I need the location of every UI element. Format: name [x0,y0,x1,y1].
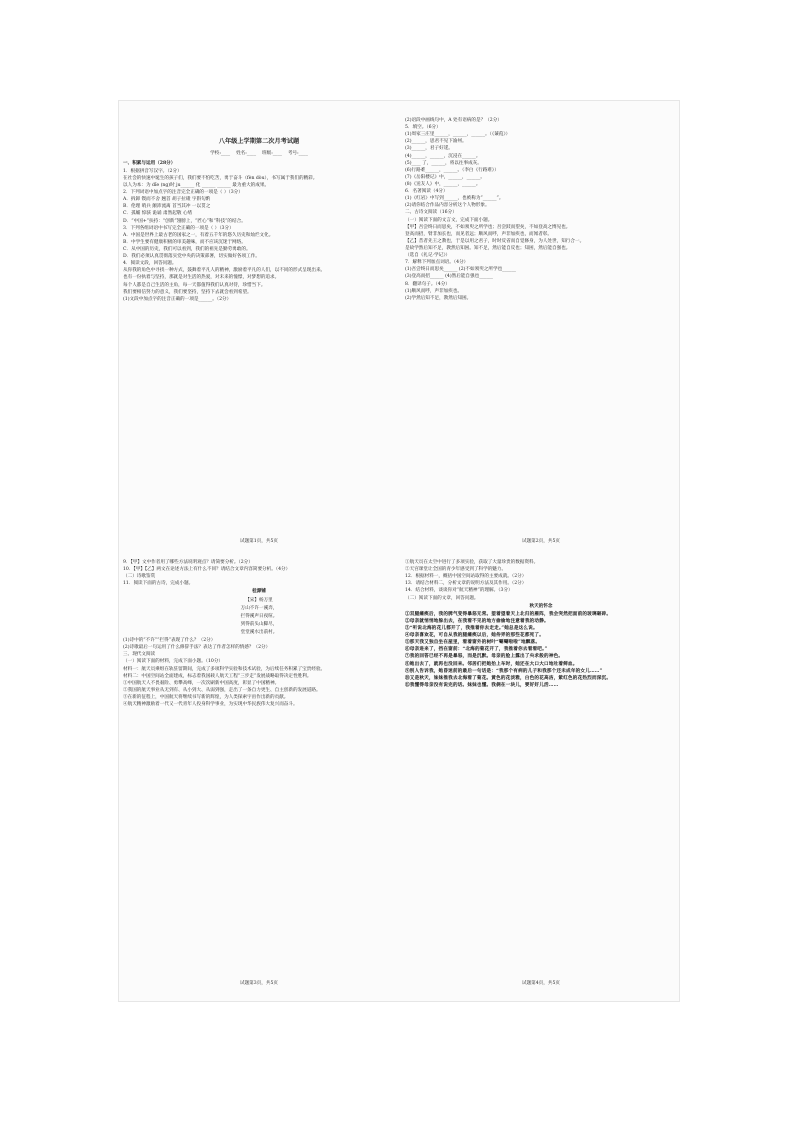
text-line: C．孤孀 惊骇 诡诵 肃然起敬 心绪 [123,211,193,217]
text-line: 4．阅读文段，回答问题。 [123,261,177,267]
poem-title: 桂源铺 [252,589,266,595]
text-line: (2)诗歌最后一句运用了什么修辞手法？表达了作者怎样的情感？（2分） [123,645,271,651]
exam-page-4 [405,553,677,991]
article-paragraph: ①双腿瘫痪后，我的脾气变得暴怒无常。望着望着天上北归的雁阵，我会突然把面前的玻璃砸碎。 [405,611,612,617]
text-line: 2．下列词语中加点字的注音完全正确的一项是（ ）（3分） [123,190,243,196]
article-paragraph: ②母亲就悄悄地躲出去，在我看不见的地方偷偷地注意着我的动静。 [405,618,549,624]
text-line: 13．请结合材料二，分析文章的说明方法及其作用。（2分） [405,581,527,587]
text-line: (1)文段中加点字的注音正确的一项是______。（2分） [123,296,232,302]
section-heading: 一、积累与运用（28分） [123,160,176,166]
text-line: B．中学生要有健康积极的审美趣味，而不应该沉迷于网络。 [123,239,246,245]
page3-questions [123,637,395,708]
text-line: 以人为本：为 dǐe (ng)时 ju______ 化 ______ ______ 最为重大的成果。 [123,183,270,189]
poem-line: 拦得溪声日夜喧。 [240,613,278,619]
article-paragraph: ⑥母亲进来了，挡在窗前：“北海的菊花开了，我推着你去看看吧。” [405,647,548,653]
text-line: B．伦理 哨兵 颠沛流离 首当其冲 一以贯之 [123,204,211,210]
exam-page-2 [405,111,677,549]
text-line: (3)登高而招______ (4)然后能自强也______ [405,274,493,280]
text-line: 10．【甲】【乙】两文在论述方法上有什么不同？请结合文章内容简要分析。（4分） [123,567,291,573]
text-line: ①中国航天人不畏艰险、勇攀高峰，一次次刷新中国高度，彰显了中国精神。 [123,680,280,686]
article-title: 秋天的怀念 [529,603,553,609]
text-line: (8)《送友人》中，______，______。 [405,181,481,187]
text-line: 材料二：中国空间站全面建成，标志着我国载人航天工程“三步走”发展战略取得决定性胜利。 [123,673,312,679]
article-paragraph: ④母亲喜欢花，可自从我的腿瘫痪以后，她侍弄的那些花都死了。 [405,633,545,639]
text-line: (2)学然后知不足，教然后知困。 [405,295,472,301]
page3-body [123,559,395,587]
article-paragraph: ⑪我懂得母亲没有说完的话。妹妹也懂。我俩在一块儿，要好好儿活…… [405,682,559,688]
text-line: 登高而招，臂非加长也，而见者远；顺风而呼，声非加疾也，而闻者彰。 [405,231,553,237]
text-line: 11．阅读下面的古诗，完成小题。 [123,581,194,587]
text-line: （一）阅读下面的材料，完成下面小题。（10分） [123,659,224,665]
text-line: (2)语段中画线句中，A 处有语病的是？（2分） [405,118,502,123]
text-line: (6)行路难______，______。（李白《行路难》） [405,167,499,173]
text-line: 【乙】昔者先王之教也，于是以用之君子，时时反省而自觉修身，为人处世，知行合一。 [405,238,585,244]
text-line: 三、现代文阅读 [123,652,156,658]
scanned-exam-sheet [118,100,680,1002]
article-paragraph: ⑨别人告诉我，她昏迷前的最后一句话是：“我那个有病的儿子和我那个还未成年的女儿……” [405,668,603,674]
text-line: (7)《岳阳楼记》中，______，______。 [405,174,486,180]
poem-line: 万山不许一溪奔， [240,605,278,611]
exam-page-1 [123,111,395,549]
text-line: ②我国的航天事业从无到有、从小到大、从弱到强，走出了一条自力更生、自主创新的发展道路。 [123,687,321,693]
text-line: 9．【甲】文中作者用了哪些方法说明观点？请简要分析。（2分） [123,560,253,565]
text-line: 【甲】吾尝终日而思矣，不如须臾之所学也；吾尝跂而望矣，不如登高之博见也。 [405,224,571,230]
article-paragraph: ⑤那天我又独自坐在屋里，看着窗外的树叶“唰唰啦啦”地飘落。 [405,640,541,646]
text-line: ②天宫课堂让全国的青少年感受到了科学的魅力。 [405,567,507,573]
text-line: (1)诗中的“不许”“拦得”表现了什么？（2分） [123,638,216,644]
text-line: (1)《红岩》中写到______，也被称为“______”。 [405,196,504,202]
article-paragraph: ⑩又是秋天，妹妹推我去北海看了菊花。黄色的花淡雅，白色的花高洁，紫红色的花热烈而深沉。 [405,675,612,681]
article-paragraph: ⑧她出去了，就再也没回来。邻居们把她抬上车时，她还在大口大口地吐着鲜血。 [405,661,578,667]
text-line: 我们要相信努力的意义，我们要坚持，坚持下去就会看到希望。 [123,289,252,295]
text-line: (5)____ 了，______，将以往事成灰。 [405,160,482,166]
poem-body [123,605,395,636]
text-line: 12．根据材料一，概括中国空间站取得的主要成就。（2分） [405,574,527,580]
text-line: D．“中国+”扶持：“创新”翅膀上，“匠心”和“科技”的结合。 [123,218,246,224]
article-body [405,611,677,689]
text-line: 6．名著阅读（4分） [405,189,448,195]
info-number: 考号:____ [287,150,308,156]
text-line: （二）诗歌鉴赏 [123,574,156,580]
text-line: (3)______，君子好逑。 [405,146,453,152]
page-footer: 试题第3页，共5页 [239,980,278,986]
poem-author: 【宋】杨万里 [245,597,273,603]
poem-line: 到得前头山脚尽， [240,621,278,627]
text-line: 二、古诗文阅读（16分） [405,210,457,216]
student-info-row [123,150,395,157]
page2-body [405,117,677,302]
page-footer: 试题第2页，共5页 [521,538,560,544]
text-line: 7．解释下列加点词语。（4分） [405,260,469,266]
text-line: 每个人都是自己生活的主角，每一天都值得我们认真对待，珍惜当下。 [123,282,266,288]
text-line: 在社会的快速中诞生的孩子们，我们要不怕吃苦，勇于奋斗（fèn dòu），书写属于我们的精彩。 [123,175,318,181]
info-class: 班级:____ [262,150,282,156]
text-line: (1)周家三庄里______，______，______。（《蒹葭》） [405,132,511,138]
text-line: D．我们必须认真贯彻落实党中央的决策部署，切实做好各项工作。 [123,254,260,260]
page1-body [123,168,395,303]
text-line: (2)______，思君不见下渝州。 [405,139,467,145]
text-line: （二）阅读下面的文章，回答问题。 [405,595,479,601]
text-line: ③在新的征程上，中国航天将继续书写新的辉煌，为人类探索宇宙作出新的贡献。 [123,694,289,700]
info-name: 姓名:____ [236,150,256,156]
text-line: （选自《礼记·学记》） [405,253,451,259]
text-line: 14．结合材料，谈谈你对“航天精神”的理解。（3分） [405,588,513,594]
text-line: A．中国是世界上最古老的国家之一，有着五千年的悠久历史和灿烂文化。 [123,232,274,238]
text-line: 从你我的角色中寻找一种方式，鼓舞着平凡人的精神，激励着平凡的人们，以不同的形式呈现出来。 [123,268,326,274]
text-line: (2)请你结合作品内容分析这个人物形象。 [405,203,490,209]
exam-page-3 [123,553,395,991]
text-line: (1)顺风而呼，声非加疾也。 [405,288,463,294]
text-line: (1)吾尝终日而思矣______ (2)不如须臾之所学也______ [405,267,516,273]
text-line: ①航天员在太空中进行了多项实验，获取了大量珍贵的数据资料。 [405,560,539,565]
info-school: 学校:____ [210,150,231,156]
article-paragraph: ③“听说北海的花儿都开了，我推着你去走走。”她总是这么说。 [405,625,538,631]
article-paragraph: ⑦我的回答已经不再是暴怒，而是沉默。母亲的脸上露出了央求般的神色。 [405,654,564,660]
text-line: 5．填空。（6分） [405,125,441,131]
text-line: 材料一：航天员乘组在轨驻留期间，完成了多项科学实验和技术试验，为后续任务积累了宝贵经验。 [123,666,326,672]
text-line: 8．翻译句子。（4分） [405,281,450,287]
text-line: C．从中国的历史，我们可以看到，我们的祖先是勤劳勇敢的。 [123,247,251,253]
text-line: 1．根据拼音写汉字。（2分） [123,168,182,174]
page-footer: 试题第4页，共5页 [521,980,560,986]
text-line: A．拆卸 锲而不舍 翘首 胡子拉碴 字斟句酌 [123,197,211,203]
text-line: 3．下列各组词语中书写完全正确的一项是（ ）（3分） [123,225,234,231]
page-footer: 试题第1页，共5页 [239,538,278,544]
text-line: （一）阅读下面的文言文，完成下面小题。 [405,217,493,223]
text-line: 也有一份执着与坚持，那就是对生活的热爱，对未来的憧憬，对梦想的追求。 [123,275,280,281]
text-line: ④航天精神激励着一代又一代青年人投身科学事业，为实现中华民族伟大复兴而奋斗。 [123,702,298,708]
text-line: (4)______，______，沉浸在______。 [405,153,481,159]
page4-body [405,559,677,602]
text-line: 是故学然后知不足，教然后知困。知不足，然后能自反也；知困，然后能自强也。 [405,245,571,251]
exam-title: 八年级上学期第二次月考试题 [218,138,300,145]
poem-line: 堂堂溪水出前村。 [240,629,278,635]
